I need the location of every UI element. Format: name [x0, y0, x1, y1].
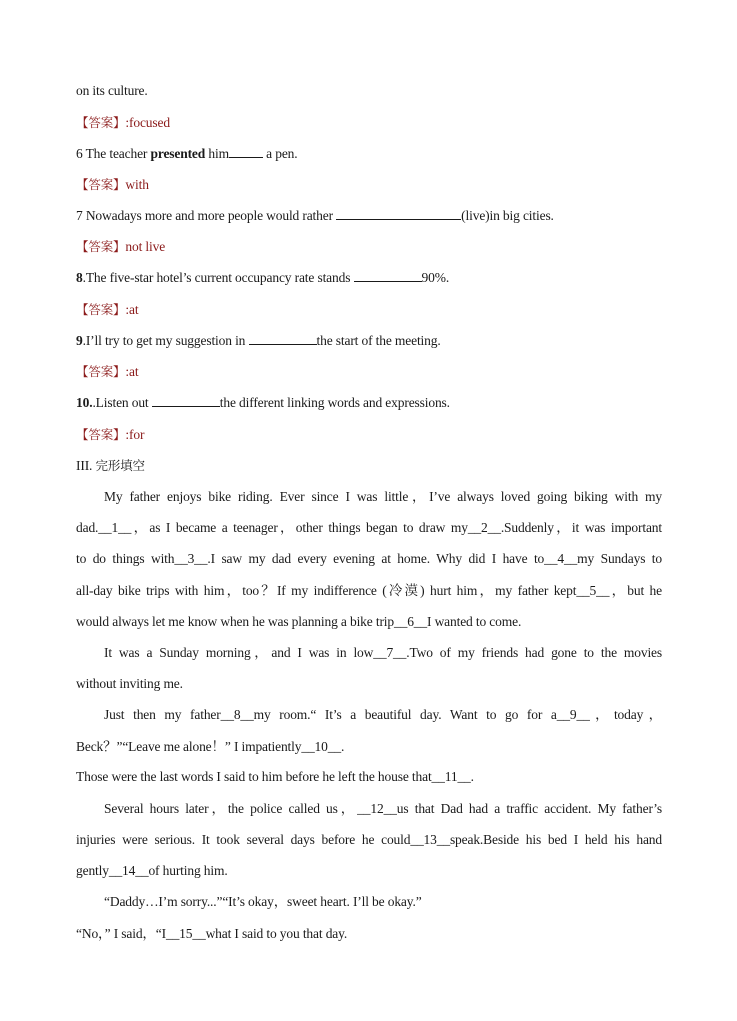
blank	[229, 144, 263, 158]
answer-5: 【答案】:focused	[76, 115, 170, 130]
question-9: 9.I’ll try to get my suggestion in the start of the meeting.	[76, 333, 441, 348]
passage-line: to do things with__3__.I saw my dad every evening at home. Why did I have to__4__my Sundays to	[76, 551, 662, 566]
answer-7: 【答案】not live	[76, 239, 166, 254]
answer-tag: 【答案】	[76, 364, 126, 379]
passage-line: My father enjoys bike riding. Ever since I was little，I’ve always loved going biking with my	[104, 489, 662, 504]
passage-line: would always let me know when he was planning a bike trip__6__I wanted to come.	[76, 614, 522, 629]
answer-10: 【答案】:for	[76, 427, 145, 442]
answer-tag: 【答案】	[76, 239, 126, 254]
passage-line: Those were the last words I said to him before he left the house that__11__.	[76, 769, 474, 784]
question-6: 6 The teacher presented him a pen.	[76, 146, 298, 161]
answer-tag: 【答案】	[76, 177, 126, 192]
passage-line: Beck？”“Leave me alone！” I impatiently__10__.	[76, 739, 345, 754]
passage-line: injuries were serious. It took several days before he could__13__speak.Beside his bed I held his hand	[76, 832, 662, 847]
answer-tag: 【答案】	[76, 302, 126, 317]
passage-line: Just then my father__8__my room.“ It’s a beautiful day. Want to go for a__9__，today，	[104, 707, 662, 722]
answer-tag: 【答案】	[76, 115, 126, 130]
passage-line: all-day bike trips with him，too？If my indifference (冷漠) hurt him，my father kept__5__，but he	[76, 583, 662, 598]
blank	[336, 206, 461, 220]
answer-6: 【答案】with	[76, 177, 149, 192]
blank	[152, 393, 220, 407]
passage-line: dad.__1__，as I became a teenager，other things began to draw my__2__.Suddenly，it was important	[76, 520, 662, 535]
passage-line: without inviting me.	[76, 676, 183, 691]
blank	[249, 331, 317, 345]
answer-tag: 【答案】	[76, 427, 126, 442]
question-8: 8.The five-star hotel’s current occupancy rate stands 90%.	[76, 270, 450, 285]
question-10: 10..Listen out the different linking words and expressions.	[76, 395, 450, 410]
blank	[354, 268, 422, 282]
passage-line: Several hours later，the police called us，__12__us that Dad had a traffic accident. My father’s	[104, 801, 662, 816]
passage-line: It was a Sunday morning，and I was in low__7__.Two of my friends had gone to the movies	[104, 645, 662, 660]
section-heading: III. 完形填空	[76, 458, 145, 473]
passage-line: gently__14__of hurting him.	[76, 863, 228, 878]
text-line-culture: on its culture.	[76, 83, 148, 98]
question-7: 7 Nowadays more and more people would rather (live)in big cities.	[76, 208, 554, 223]
passage-line: “No，” I said，“I__15__what I said to you that day.	[76, 926, 348, 941]
answer-9: 【答案】:at	[76, 364, 139, 379]
answer-8: 【答案】:at	[76, 302, 139, 317]
passage-line: “Daddy…I’m sorry...”“It’s okay，sweet heart. I’ll be okay.”	[104, 894, 422, 909]
